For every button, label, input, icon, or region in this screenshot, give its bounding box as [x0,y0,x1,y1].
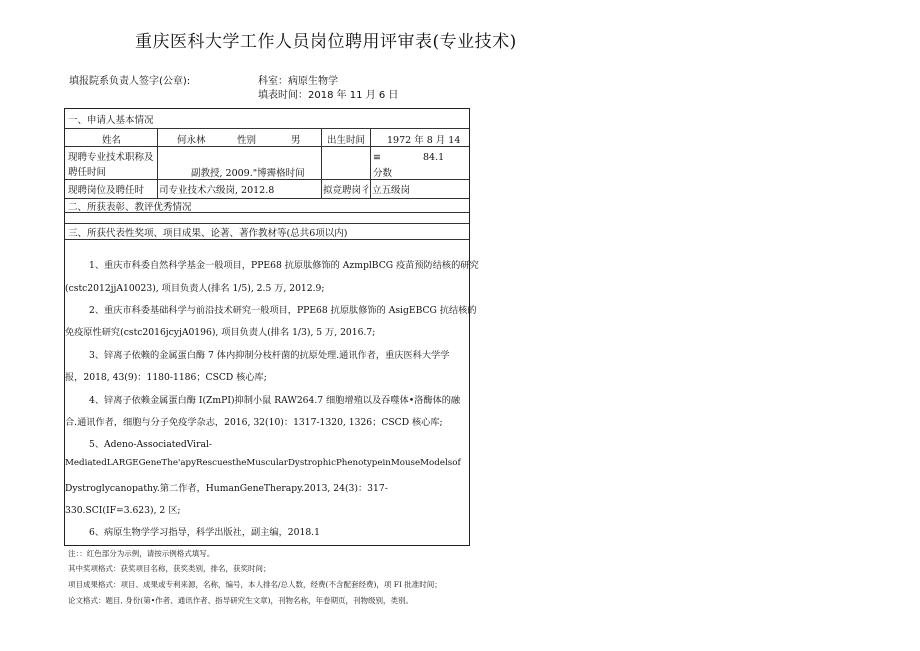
page-title: 重庆医科大学工作人员岗位聘用评审表(专业技术) [135,32,517,52]
achievement-item-6: 6、病原生物学学习指导，科学出版社，副主编，2018.1 [89,527,320,538]
section-achievements-heading: 三、所获代表性奖项、项目成果、论著、著作教材等(总共6项以内) [68,228,348,239]
achievement-item-3-line1: 3、锌离子依赖的金属蛋白酶 7 体内抑制分枝杆菌的抗原处理.通讯作者，重庆医科大学学 [89,350,450,361]
achievement-item-4-line2: 合.通讯作者，细胞与分子免疫学杂志，2016, 32(10)：1317-1320, 1326；CSCD 核心库; [65,417,443,428]
achievement-item-5-line4: 330.SCI(IF=3.623), 2 区; [65,505,181,516]
name-label: 姓名 [102,135,122,146]
column-divider [157,128,158,180]
table-row-divider [65,239,469,240]
post-value: 司专业技术六级岗, 2012.8 [159,185,275,196]
score-label: 分数 [373,168,393,179]
note-line-1: 注：：红色部分为示例，请按示例格式填写。 [68,549,215,558]
application-form-table [64,108,479,546]
table-row-divider [65,128,469,129]
note-line-3: 项目成果格式：项目、成果或专利来源，名称，编号，本人排名/总人数，经费(不含配套经费)，项 FI 批准时间； [68,580,442,589]
title-label-line1: 现聘专业技术职称及 [68,152,154,163]
achievement-item-5-line2: MediatedLARGEGeneThe'apyRescuestheMuscularDystrophicPhenotypeinMouseModelsof [65,458,461,468]
table-row-divider [65,146,469,147]
title-label-line2: 聘任时间 [68,167,107,178]
table-row-divider [65,179,469,180]
table-row-divider [65,212,469,213]
birth-value: 1972 年 8 月 14 [387,135,461,146]
birth-label: 出生时间 [327,135,366,146]
achievement-item-2-line2: 免疫原性研究(cstc2016jcyjA0196), 项目负责人(排名 1/3), 5 万, 2016.7; [65,327,376,338]
achievement-item-3-line2: 报，2018, 43(9)：1180-1186；CSCD 核心库; [65,372,267,383]
table-row-divider [65,223,469,224]
achievement-item-5-line1: 5、Adeno-AssociatedViral- [89,439,213,450]
section-basic-info-heading: 一、申请人基本情况 [68,115,154,126]
note-line-2: 其中奖项格式：获奖项目名称，获奖类别，排名，获奖时间； [68,564,271,573]
post-label: 现聘岗位及聘任时 [68,185,145,196]
achievement-item-5-line3: Dystroglycanopathy.第二作者，HumanGeneTherapy.2013, 24(3)：317- [65,483,388,494]
gender-label: 性别 [237,135,257,146]
column-divider [321,128,322,199]
achievement-item-4-line1: 4、锌离子依赖金属蛋白酶 I(ZmPI)抑制小鼠 RAW264.7 细胞增殖以及吞噬体•洛酶体的融 [89,395,461,406]
planned-post-label: 拟竞聘岗彳 [323,185,371,196]
department-label: 科室：病原生物学 [258,76,338,87]
title-value: 副教授, 2009."博霽格时间 [191,168,305,179]
achievement-item-1-line2: (cstc2012jjA10023), 项目负责人(排名 1/5), 2.5 万, 2012.9; [65,283,325,294]
fill-date-label: 填表时间：2018 年 11 月 6 日 [258,90,399,101]
column-divider [157,179,158,199]
gender-value: 男 [291,135,301,146]
signer-label: 填报院系负责人签字(公章): [69,76,191,87]
score-mark: ≡ [373,152,381,163]
achievement-item-2-line1: 2、重庆市科委基础科学与前沿技术研究一般项目，PPE68 抗原肽修饰的 AsigEBCG 抗结核的 [89,305,477,316]
score-value: 84.1 [423,152,445,163]
name-value: 何永林 [177,135,206,146]
section-honors-heading: 二、所获表彰、教评优秀情况 [68,202,192,213]
achievement-item-1-line1: 1、重庆市科委自然科学基金一般项目，PPE68 抗原肽修饰的 AzmplBCG 疫苗预防结核的研究 [89,260,479,271]
planned-post-value: 立五级岗 [372,185,411,196]
note-line-4: 论文格式：题目, 身份(第•作者、通讯作者、指导研究生文章)，刊物名称，年卷期页，刊物级别，类别。 [68,596,414,605]
